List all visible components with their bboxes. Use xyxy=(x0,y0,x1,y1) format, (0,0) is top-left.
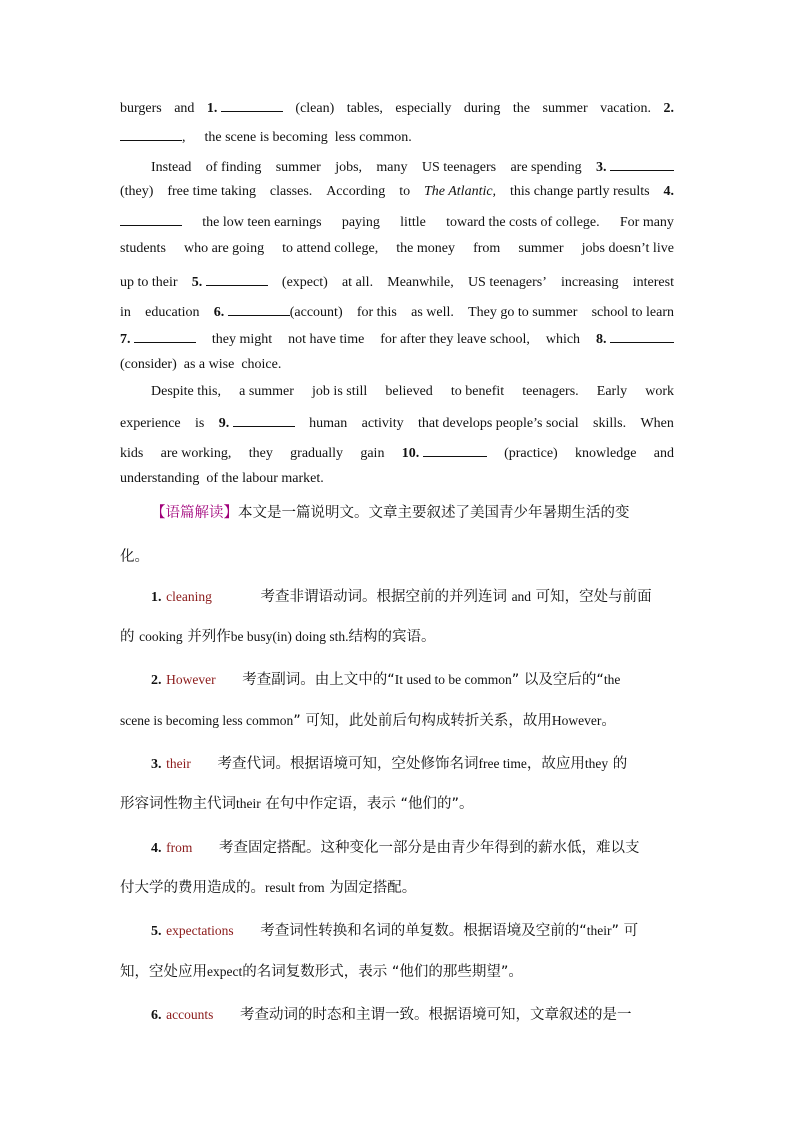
passage-line-4: (they) free time taking classes. According to The Atlantic, this change partly results 4. xyxy=(120,184,674,199)
passage-line-2: , the scene is becoming less common. xyxy=(120,127,674,146)
answer-blank xyxy=(610,329,674,343)
blank-number: 1. xyxy=(206,101,218,116)
answer-item-4-cont: 付大学的费用造成的。result from 为固定搭配。 xyxy=(120,880,417,896)
word: tables, xyxy=(346,101,383,116)
word: burgers xyxy=(120,101,162,116)
answer-item-4: 4. from 考查固定搭配。这种变化一部分是由青少年得到的薪水低，难以支 xyxy=(151,840,640,856)
blank-hint: (consider) xyxy=(120,357,177,372)
blank-number: 5. xyxy=(191,275,203,290)
answer-item-1-cont: 的 cooking 并列作be busy(in) doing sth.结构的宾语。 xyxy=(120,629,436,645)
answer-blank xyxy=(423,443,487,457)
answer-item-5-cont: 知，空处应用expect的名词复数形式，表示 “他们的那些期望”。 xyxy=(120,964,523,980)
answer-blank xyxy=(221,98,283,112)
passage-line-11: Despite this, a summer job is still believed to benefit teenagers. Early work xyxy=(151,384,674,399)
word: summer xyxy=(542,101,588,116)
answer-blank xyxy=(134,329,196,343)
word: during xyxy=(463,101,501,116)
analysis-intro xyxy=(151,501,674,522)
answer-blank xyxy=(228,302,290,316)
answer-blank xyxy=(233,413,295,427)
passage-line-14: understanding of the labour market. xyxy=(120,471,324,486)
passage-line-6: students who are going to attend college, the money from summer jobs doesn’t live xyxy=(120,241,674,256)
blank-number: 4. xyxy=(663,184,674,199)
answer-item-2: 2. However 考查副词。由上文中的“It used to be common” 以及空后的“the xyxy=(151,672,621,688)
answer-item-3-cont: 形容词性物主代词their 在句中作定语，表示 “他们的”。 xyxy=(120,796,474,812)
answer-item-5: 5. expectations 考查词性转换和名词的单复数。根据语境及空前的“their” 可 xyxy=(151,923,639,939)
answer-blank xyxy=(610,157,674,171)
passage-line-10: (consider) as a wise choice. xyxy=(120,357,282,372)
blank-number: 7. xyxy=(120,332,131,347)
blank-number: 2. xyxy=(663,101,674,116)
blank-hint: (clean) xyxy=(295,101,335,116)
blank-number: 10. xyxy=(401,446,420,461)
answer-item-2-cont: scene is becoming less common” 可知，此处前后句构成转折关系，故用However。 xyxy=(120,713,616,729)
blank-number: 3. xyxy=(595,160,607,175)
answer-word: from xyxy=(166,840,193,855)
answer-word: their xyxy=(166,756,191,771)
word: vacation. xyxy=(600,101,652,116)
passage-line-13: kids are working, they gradually gain 10. (practice) knowledge and xyxy=(120,443,674,462)
word: the xyxy=(512,101,531,116)
passage-line-7: up to their 5. (expect) at all. Meanwhile, US teenagers’ increasing interest xyxy=(120,272,674,291)
blank-hint: (they) xyxy=(120,184,154,199)
answer-word: However xyxy=(166,672,216,687)
answer-word: expectations xyxy=(166,923,234,938)
answer-blank xyxy=(120,212,182,226)
blank-number: 9. xyxy=(218,416,230,431)
answer-word: cleaning xyxy=(166,589,212,604)
answer-blank xyxy=(120,127,182,141)
analysis-intro-cont: 化。 xyxy=(120,549,149,565)
text: the scene is becoming xyxy=(204,130,328,145)
word: and xyxy=(174,101,195,116)
passage-line-1 xyxy=(120,98,674,117)
answer-item-3: 3. their 考查代词。根据语境可知，空处修饰名词free time，故应用they 的 xyxy=(151,756,628,772)
blank-number: 6. xyxy=(213,305,225,320)
blank-number: 8. xyxy=(595,332,607,347)
passage-line-9: 7. they might not have time for after they leave school, which 8. xyxy=(120,329,674,348)
blank-hint: (practice) xyxy=(504,446,558,461)
answer-item-1: 1. cleaning 考查非谓语动词。根据空前的并列连词 and 可知，空处与前面 xyxy=(151,589,652,605)
answer-item-6: 6. accounts 考查动词的时态和主谓一致。根据语境可知，文章叙述的是一 xyxy=(151,1007,632,1023)
blank-hint: (account) xyxy=(289,305,343,320)
source-title: The Atlantic, xyxy=(423,184,497,199)
passage-line-12: experience is 9. human activity that develops people’s social skills. When xyxy=(120,413,674,432)
section-tag: 【语篇解读】 xyxy=(151,505,238,521)
passage-line-5: the low teen earnings paying little toward the costs of college. For many xyxy=(120,212,674,231)
blank-hint: (expect) xyxy=(281,275,328,290)
answer-word: accounts xyxy=(166,1007,214,1022)
passage-line-8: in education 6. (account) for this as well. They go to summer school to learn xyxy=(120,302,674,321)
passage-line-3: Instead of finding summer jobs, many US teenagers are spending 3. xyxy=(151,157,674,176)
text: less common. xyxy=(334,130,412,145)
answer-blank xyxy=(206,272,268,286)
intro-text: 本文是一篇说明文。文章主要叙述了美国青少年暑期生活的变 xyxy=(238,505,630,521)
word: especially xyxy=(395,101,452,116)
